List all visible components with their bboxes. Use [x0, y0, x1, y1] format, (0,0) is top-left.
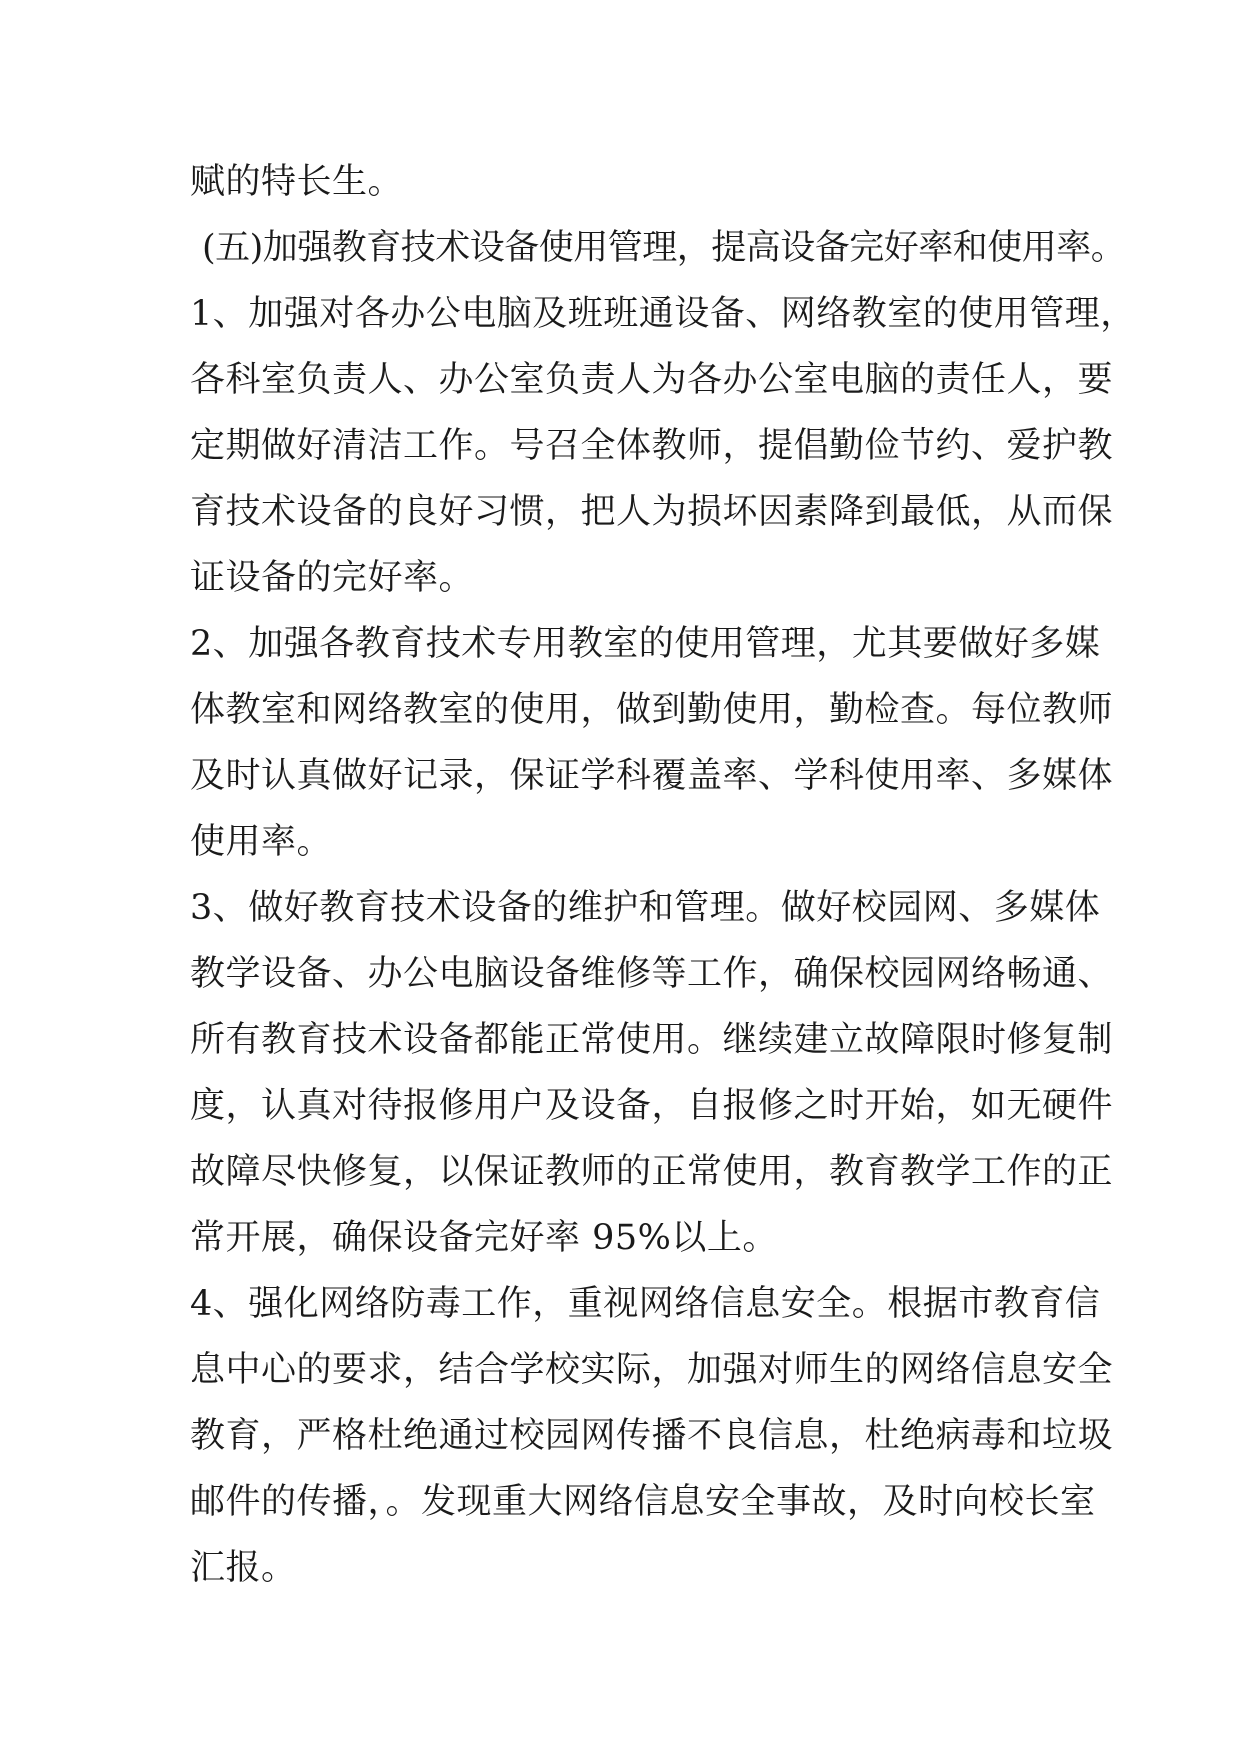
- text-line: 赋的特长生。: [190, 162, 404, 202]
- text-line: 1、加强对各办公电脑及班班通设备、网络教室的使用管理，: [190, 294, 1136, 334]
- text-line: 4、强化网络防毒工作，重视网络信息安全。根据市教育信: [190, 1284, 1101, 1324]
- text-line: 定期做好清洁工作。号召全体教师，提倡勤俭节约、爱护教: [190, 426, 1114, 466]
- text-line: 使用率。: [190, 822, 333, 862]
- text-line: 所有教育技术设备都能正常使用。继续建立故障限时修复制: [190, 1020, 1114, 1060]
- text-line: 证设备的完好率。: [190, 558, 475, 598]
- text-line: 各科室负责人、办公室负责人为各办公室电脑的责任人，要: [190, 360, 1114, 400]
- text-line: 3、做好教育技术设备的维护和管理。做好校园网、多媒体: [190, 888, 1101, 928]
- text-line: 教学设备、办公电脑设备维修等工作，确保校园网络畅通、: [190, 954, 1114, 994]
- text-line: 2、加强各教育技术专用教室的使用管理，尤其要做好多媒: [190, 624, 1101, 664]
- text-line: 育技术设备的良好习惯，把人为损坏因素降到最低，从而保: [190, 492, 1114, 532]
- text-line: 息中心的要求，结合学校实际，加强对师生的网络信息安全: [190, 1350, 1114, 1390]
- section-heading: (五)加强教育技术设备使用管理，提高设备完好率和使用率。: [202, 228, 1126, 268]
- text-line: 邮件的传播，。发现重大网络信息安全事故，及时向校长室: [190, 1482, 1096, 1522]
- text-line: 汇报。: [190, 1548, 297, 1588]
- text-line: 教育，严格杜绝通过校园网传播不良信息，杜绝病毒和垃圾: [190, 1416, 1114, 1456]
- text-line: 常开展，确保设备完好率 95%以上。: [190, 1218, 778, 1258]
- text-line: 故障尽快修复，以保证教师的正常使用，教育教学工作的正: [190, 1152, 1114, 1192]
- text-line: 体教室和网络教室的使用，做到勤使用，勤检查。每位教师: [190, 690, 1114, 730]
- text-line: 度，认真对待报修用户及设备，自报修之时开始，如无硬件: [190, 1086, 1114, 1126]
- text-line: 及时认真做好记录，保证学科覆盖率、学科使用率、多媒体: [190, 756, 1114, 796]
